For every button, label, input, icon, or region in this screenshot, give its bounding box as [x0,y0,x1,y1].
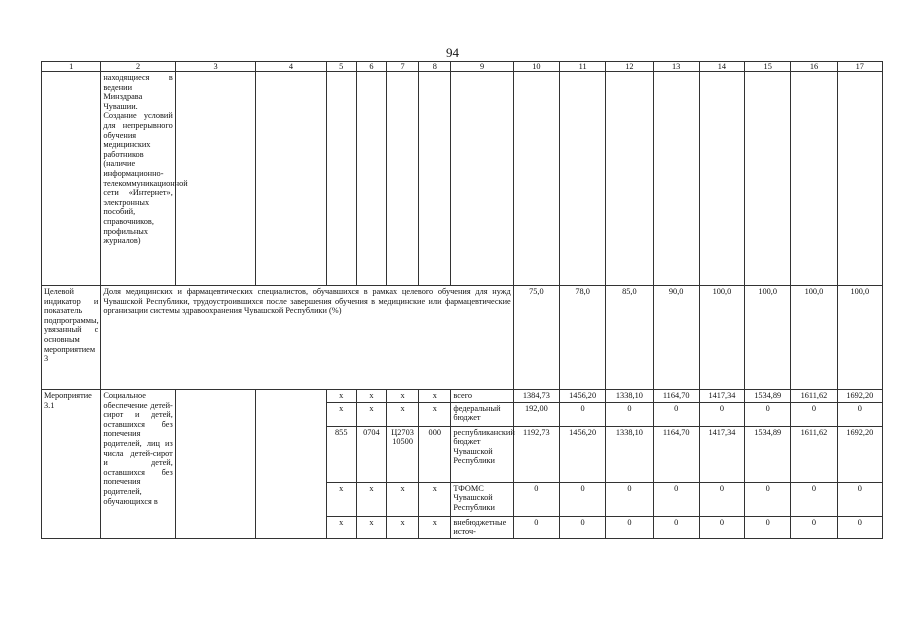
funding-value: 0 [699,516,744,538]
indicator-row [42,286,883,390]
funding-value: 1338,10 [606,390,653,403]
funding-value: 0 [699,402,744,426]
indicator-value: 90,0 [653,286,699,390]
indicator-description-cell: Доля медицинских и фармацевтических специалистов, обучавшихся в рамках целевого обучения для нужд Чувашской Республики, трудоустроившихся после завершения обучения в медицинские или фармацевтические организации системы здравоохранения Чувашской Республики (%) [101,286,513,390]
budget-code: x [387,482,419,516]
funding-source: федеральный бюджет [451,402,513,426]
funding-value: 0 [837,482,882,516]
column-number: 13 [653,62,699,72]
indicator-value: 100,0 [837,286,882,390]
column-number: 8 [419,62,451,72]
funding-value: 0 [606,516,653,538]
column-number-row [42,62,883,72]
budget-code: x [356,516,386,538]
funding-value: 1192,73 [513,426,559,482]
funding-value: 1611,62 [791,426,837,482]
table-cell [419,72,451,286]
funding-source: республиканский бюджет Чувашской Республики [451,426,513,482]
page-number: 94 [446,45,459,60]
funding-value: 0 [606,402,653,426]
funding-source: внебюджетные источ- [451,516,513,538]
continuation-row [42,72,883,286]
budget-code: x [356,402,386,426]
indicator-value: 85,0 [606,286,653,390]
funding-value: 0 [837,402,882,426]
column-number: 6 [356,62,386,72]
funding-value: 1534,89 [745,426,791,482]
funding-value: 0 [791,516,837,538]
budget-code: x [419,516,451,538]
table-cell [451,72,513,286]
budget-code: 000 [419,426,451,482]
budget-code: 0704 [356,426,386,482]
budget-code: x [326,390,356,403]
funding-value: 192,00 [513,402,559,426]
funding-value: 1338,10 [606,426,653,482]
table-cell [175,390,255,539]
column-number: 9 [451,62,513,72]
funding-value: 0 [837,516,882,538]
budget-code: x [326,516,356,538]
column-number: 10 [513,62,559,72]
column-number: 4 [256,62,326,72]
table-cell [387,72,419,286]
funding-value: 1456,20 [560,390,606,403]
column-number: 2 [101,62,175,72]
funding-value: 1384,73 [513,390,559,403]
table-cell [256,390,326,539]
funding-source: ТФОМС Чувашской Республики [451,482,513,516]
table-cell [791,72,837,286]
table-cell [699,72,744,286]
funding-value: 0 [745,482,791,516]
column-number: 17 [837,62,882,72]
funding-value: 1456,20 [560,426,606,482]
column-number: 16 [791,62,837,72]
funding-value: 1417,34 [699,426,744,482]
table-cell [745,72,791,286]
funding-source: всего [451,390,513,403]
indicator-value: 100,0 [745,286,791,390]
funding-value: 1692,20 [837,426,882,482]
funding-value: 0 [791,482,837,516]
indicator-value: 75,0 [513,286,559,390]
table-cell [356,72,386,286]
funding-value: 0 [513,516,559,538]
budget-code: x [419,482,451,516]
measure-description-cell: Социальное обеспечение детей-сирот и детей, оставшихся без попечения родителей, лиц из числа детей-сирот и детей, оставшихся без попечения родителей, обучающихся в [101,390,175,539]
funding-value: 0 [699,482,744,516]
column-number: 1 [42,62,101,72]
table-cell [606,72,653,286]
budget-code: x [387,390,419,403]
funding-value: 0 [745,402,791,426]
funding-value: 0 [560,516,606,538]
column-number: 11 [560,62,606,72]
funding-value: 1164,70 [653,390,699,403]
budget-code: x [356,482,386,516]
measure-label-cell: Мероприятие 3.1 [42,390,101,539]
funding-value: 0 [606,482,653,516]
column-number: 12 [606,62,653,72]
funding-value: 1611,62 [791,390,837,403]
indicator-value: 100,0 [699,286,744,390]
column-number: 15 [745,62,791,72]
measure-row [42,390,883,403]
table-cell [42,72,101,286]
funding-value: 0 [560,402,606,426]
table-cell [653,72,699,286]
funding-value: 1417,34 [699,390,744,403]
budget-code: x [419,390,451,403]
funding-value: 0 [513,482,559,516]
budget-code: x [387,402,419,426]
indicator-value: 78,0 [560,286,606,390]
table-cell [837,72,882,286]
funding-value: 0 [653,516,699,538]
funding-value: 1164,70 [653,426,699,482]
funding-value: 1692,20 [837,390,882,403]
budget-code: 855 [326,426,356,482]
indicator-label-cell: Целевой индикатор и показатель подпрограммы, увязанный с основным мероприятием 3 [42,286,101,390]
budget-code: x [387,516,419,538]
budget-code: x [419,402,451,426]
activity-description-cell: находящиеся в ведении Минздрава Чувашии. Создание условий для непрерывного обучения медицинских работников (наличие информационно-телекоммуникационной сети «Интернет», электронных пособий, справочников, профильных журналов) [101,72,175,286]
budget-code: x [356,390,386,403]
column-number: 7 [387,62,419,72]
funding-value: 0 [745,516,791,538]
table-cell [513,72,559,286]
indicator-value: 100,0 [791,286,837,390]
budget-code: x [326,402,356,426]
column-number: 5 [326,62,356,72]
program-table [41,61,883,539]
table-cell [256,72,326,286]
table-cell [326,72,356,286]
funding-value: 0 [653,482,699,516]
table-cell [560,72,606,286]
funding-value: 1534,89 [745,390,791,403]
budget-code: x [326,482,356,516]
budget-code: Ц2703 10500 [387,426,419,482]
column-number: 14 [699,62,744,72]
funding-value: 0 [560,482,606,516]
funding-value: 0 [653,402,699,426]
column-number: 3 [175,62,255,72]
funding-value: 0 [791,402,837,426]
